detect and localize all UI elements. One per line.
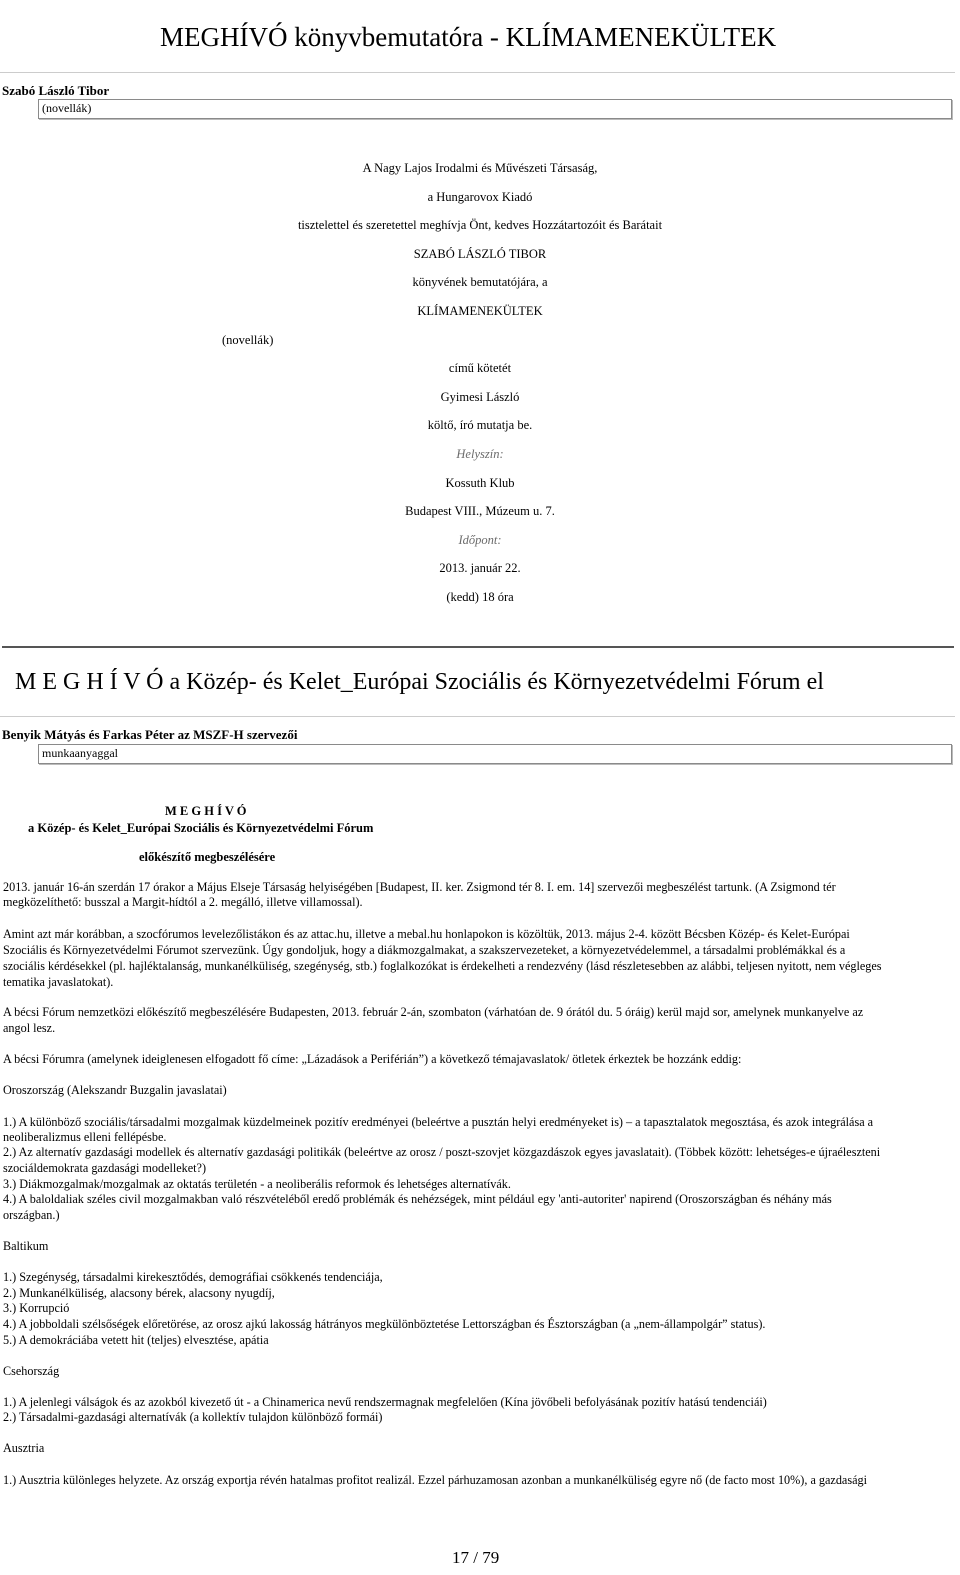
subtitle-box: (novellák) bbox=[38, 99, 952, 119]
paragraph-line: A bécsi Fórum nemzetközi előkészítő megbeszélésére Budapesten, 2013. február 2-án, szombaton (várhatóan de. 9 órától du. 5 óráig) kerül majd sor, amelynek munkanyelve az bbox=[3, 1005, 864, 1019]
place-label: Helyszín: bbox=[456, 447, 504, 461]
list-item: 5.) A demokráciába vetett hit (teljes) elvesztése, apátia bbox=[3, 1333, 269, 1347]
place-name: Kossuth Klub bbox=[445, 476, 515, 490]
invite-line: A Nagy Lajos Irodalmi és Művészeti Társaság, bbox=[362, 161, 598, 175]
divider bbox=[0, 716, 955, 717]
country-heading: Oroszország (Alekszandr Buzgalin javaslatai) bbox=[3, 1083, 227, 1097]
section-author: Benyik Mátyás és Farkas Péter az MSZF-H szervezői bbox=[2, 727, 298, 742]
prep-heading: előkészítő megbeszélésére bbox=[139, 850, 276, 864]
list-item: 3.) Korrupció bbox=[3, 1301, 70, 1315]
list-item: 1.) Szegénység, társadalmi kirekesztődés, demográfiai csökkenés tendenciája, bbox=[3, 1270, 383, 1284]
country-heading: Csehország bbox=[3, 1364, 60, 1378]
list-item: 4.) A jobboldali szélsőségek előretörése, az orosz ajkú lakosság hátrányos megkülönböztetése Lettországban és Észtországban (a „nem-állampolgár” status). bbox=[3, 1317, 766, 1331]
paragraph-line: angol lesz. bbox=[3, 1021, 56, 1035]
list-item: országban.) bbox=[3, 1208, 60, 1222]
paragraph-line: szociális kérdésekkel (pl. hajléktalanság, munkanélküliség, szegénység, stb.) foglalkozókat is érdekelheti a rendezvény (lásd részletesebben az alábbi, teljesen nyitott, nem végleges bbox=[3, 959, 882, 973]
invite-line: költő, író mutatja be. bbox=[427, 418, 533, 432]
paragraph-line: megközelíthető: busszal a Margit-hídtól a 2. megálló, illetve villamossal). bbox=[3, 895, 363, 909]
list-item: 2.) Társadalmi-gazdasági alternatívák (a kollektív tulajdon különböző formái) bbox=[3, 1410, 383, 1424]
paragraph-line: Amint azt már korábban, a szocfórumos levelezőlistákon és az attac.hu, illetve a mebal.hu honlapokon is közöltük, 2013. május 2-4. között Bécsben Közép- és Kelet-Európai bbox=[3, 927, 850, 941]
list-item: 4.) A baloldaliak széles civil mozgalmakban való részvételéből eredő problémák és nehézségek, mint például egy 'anti-autoriter' napirend (Oroszországban és néhány más bbox=[3, 1192, 832, 1206]
paragraph-line: A bécsi Fórumra (amelynek ideiglenesen elfogadott fő címe: „Lázadások a Periférián”) a következő témajavaslatok/ ötletek érkeztek be hozzánk eddig: bbox=[3, 1052, 742, 1066]
list-item: neoliberalizmus elleni fellépésbe. bbox=[3, 1130, 167, 1144]
list-item: 2.) Az alternatív gazdasági modellek és alternatív gazdasági politikák (beleértve az orosz / poszt-szovjet közgazdászok egyes javaslatait). (Többek között: lehetséges-e újraéleszteni bbox=[3, 1145, 881, 1159]
list-item: szociáldemokrata gazdasági modelleket?) bbox=[3, 1161, 207, 1175]
divider bbox=[0, 72, 955, 73]
time-label: Időpont: bbox=[458, 533, 502, 547]
list-item: 1.) Ausztria különleges helyzete. Az ország exportja révén hatalmas profitot realizál. Ezzel párhuzamosan azonban a munkanélküliség egyre nő (de facto most 10%), a gazdasági bbox=[3, 1473, 867, 1487]
country-heading: Baltikum bbox=[3, 1239, 49, 1253]
forum-heading: a Közép- és Kelet_Európai Szociális és Környezetvédelmi Fórum bbox=[28, 821, 374, 835]
paragraph-line: tematika javaslatokat). bbox=[3, 975, 114, 989]
section-box: munkaanyaggal bbox=[38, 744, 952, 764]
section-title: M E G H Í V Ó a Közép- és Kelet_Európai Szociális és Környezetvédelmi Fórum el bbox=[15, 669, 824, 695]
list-item: 2.) Munkanélküliség, alacsony bérek, alacsony nyugdíj, bbox=[3, 1286, 275, 1300]
list-item: 1.) A jelenlegi válságok és az azokból kivezető út - a Chinamerica nevű rendszermagnak megfelelően (Kína jövőbeli befolyásának pozitív hatású tendenciái) bbox=[3, 1395, 767, 1409]
time-hour: (kedd) 18 óra bbox=[446, 590, 514, 604]
page-title: MEGHÍVÓ könyvbemutatóra - KLÍMAMENEKÜLTEK bbox=[160, 22, 777, 52]
author-name: Szabó László Tibor bbox=[2, 83, 110, 98]
place-address: Budapest VIII., Múzeum u. 7. bbox=[405, 504, 555, 518]
country-heading: Ausztria bbox=[3, 1441, 45, 1455]
invite-line: könyvének bemutatójára, a bbox=[412, 275, 548, 289]
paragraph-line: Szociális és Környezetvédelmi Fórumot szervezünk. Úgy gondoljuk, hogy a diákmozgalmakat, a szakszervezeteket, a környezetvédelemmel, a társadalmi problémákkal és a bbox=[3, 943, 846, 957]
paragraph-line: 2013. január 16-án szerdán 17 órakor a Május Elseje Társaság helyiségében [Budapest, II. ker. Zsigmond tér 8. I. em. 14] szervezői megbeszélést tartunk. (A Zsigmond tér bbox=[3, 880, 836, 894]
meghivo-heading: M E G H Í V Ó bbox=[165, 804, 247, 818]
invite-line: KLÍMAMENEKÜLTEK bbox=[417, 304, 543, 318]
time-date: 2013. január 22. bbox=[439, 561, 521, 575]
invite-line: SZABÓ LÁSZLÓ TIBOR bbox=[413, 247, 547, 261]
invite-line: Gyimesi László bbox=[440, 390, 520, 404]
invite-line: (novellák) bbox=[222, 333, 274, 347]
list-item: 1.) A különböző szociális/társadalmi mozgalmak küzdelmeinek pozitív eredményei (beleértve a pusztán helyi eredményeket is) – a tapasztalatok megosztása, és azok integrálása a bbox=[3, 1115, 874, 1129]
invite-line: tisztelettel és szeretettel meghívja Önt, kedves Hozzátartozóit és Barátait bbox=[297, 218, 663, 232]
list-item: 3.) Diákmozgalmak/mozgalmak az oktatás területén - a neoliberális reformok és lehetséges alternatívák. bbox=[3, 1177, 511, 1191]
invite-line: című kötetét bbox=[448, 361, 512, 375]
page-number: 17 / 79 bbox=[452, 1548, 500, 1567]
invite-line: a Hungarovox Kiadó bbox=[427, 190, 533, 204]
divider bbox=[2, 646, 954, 648]
